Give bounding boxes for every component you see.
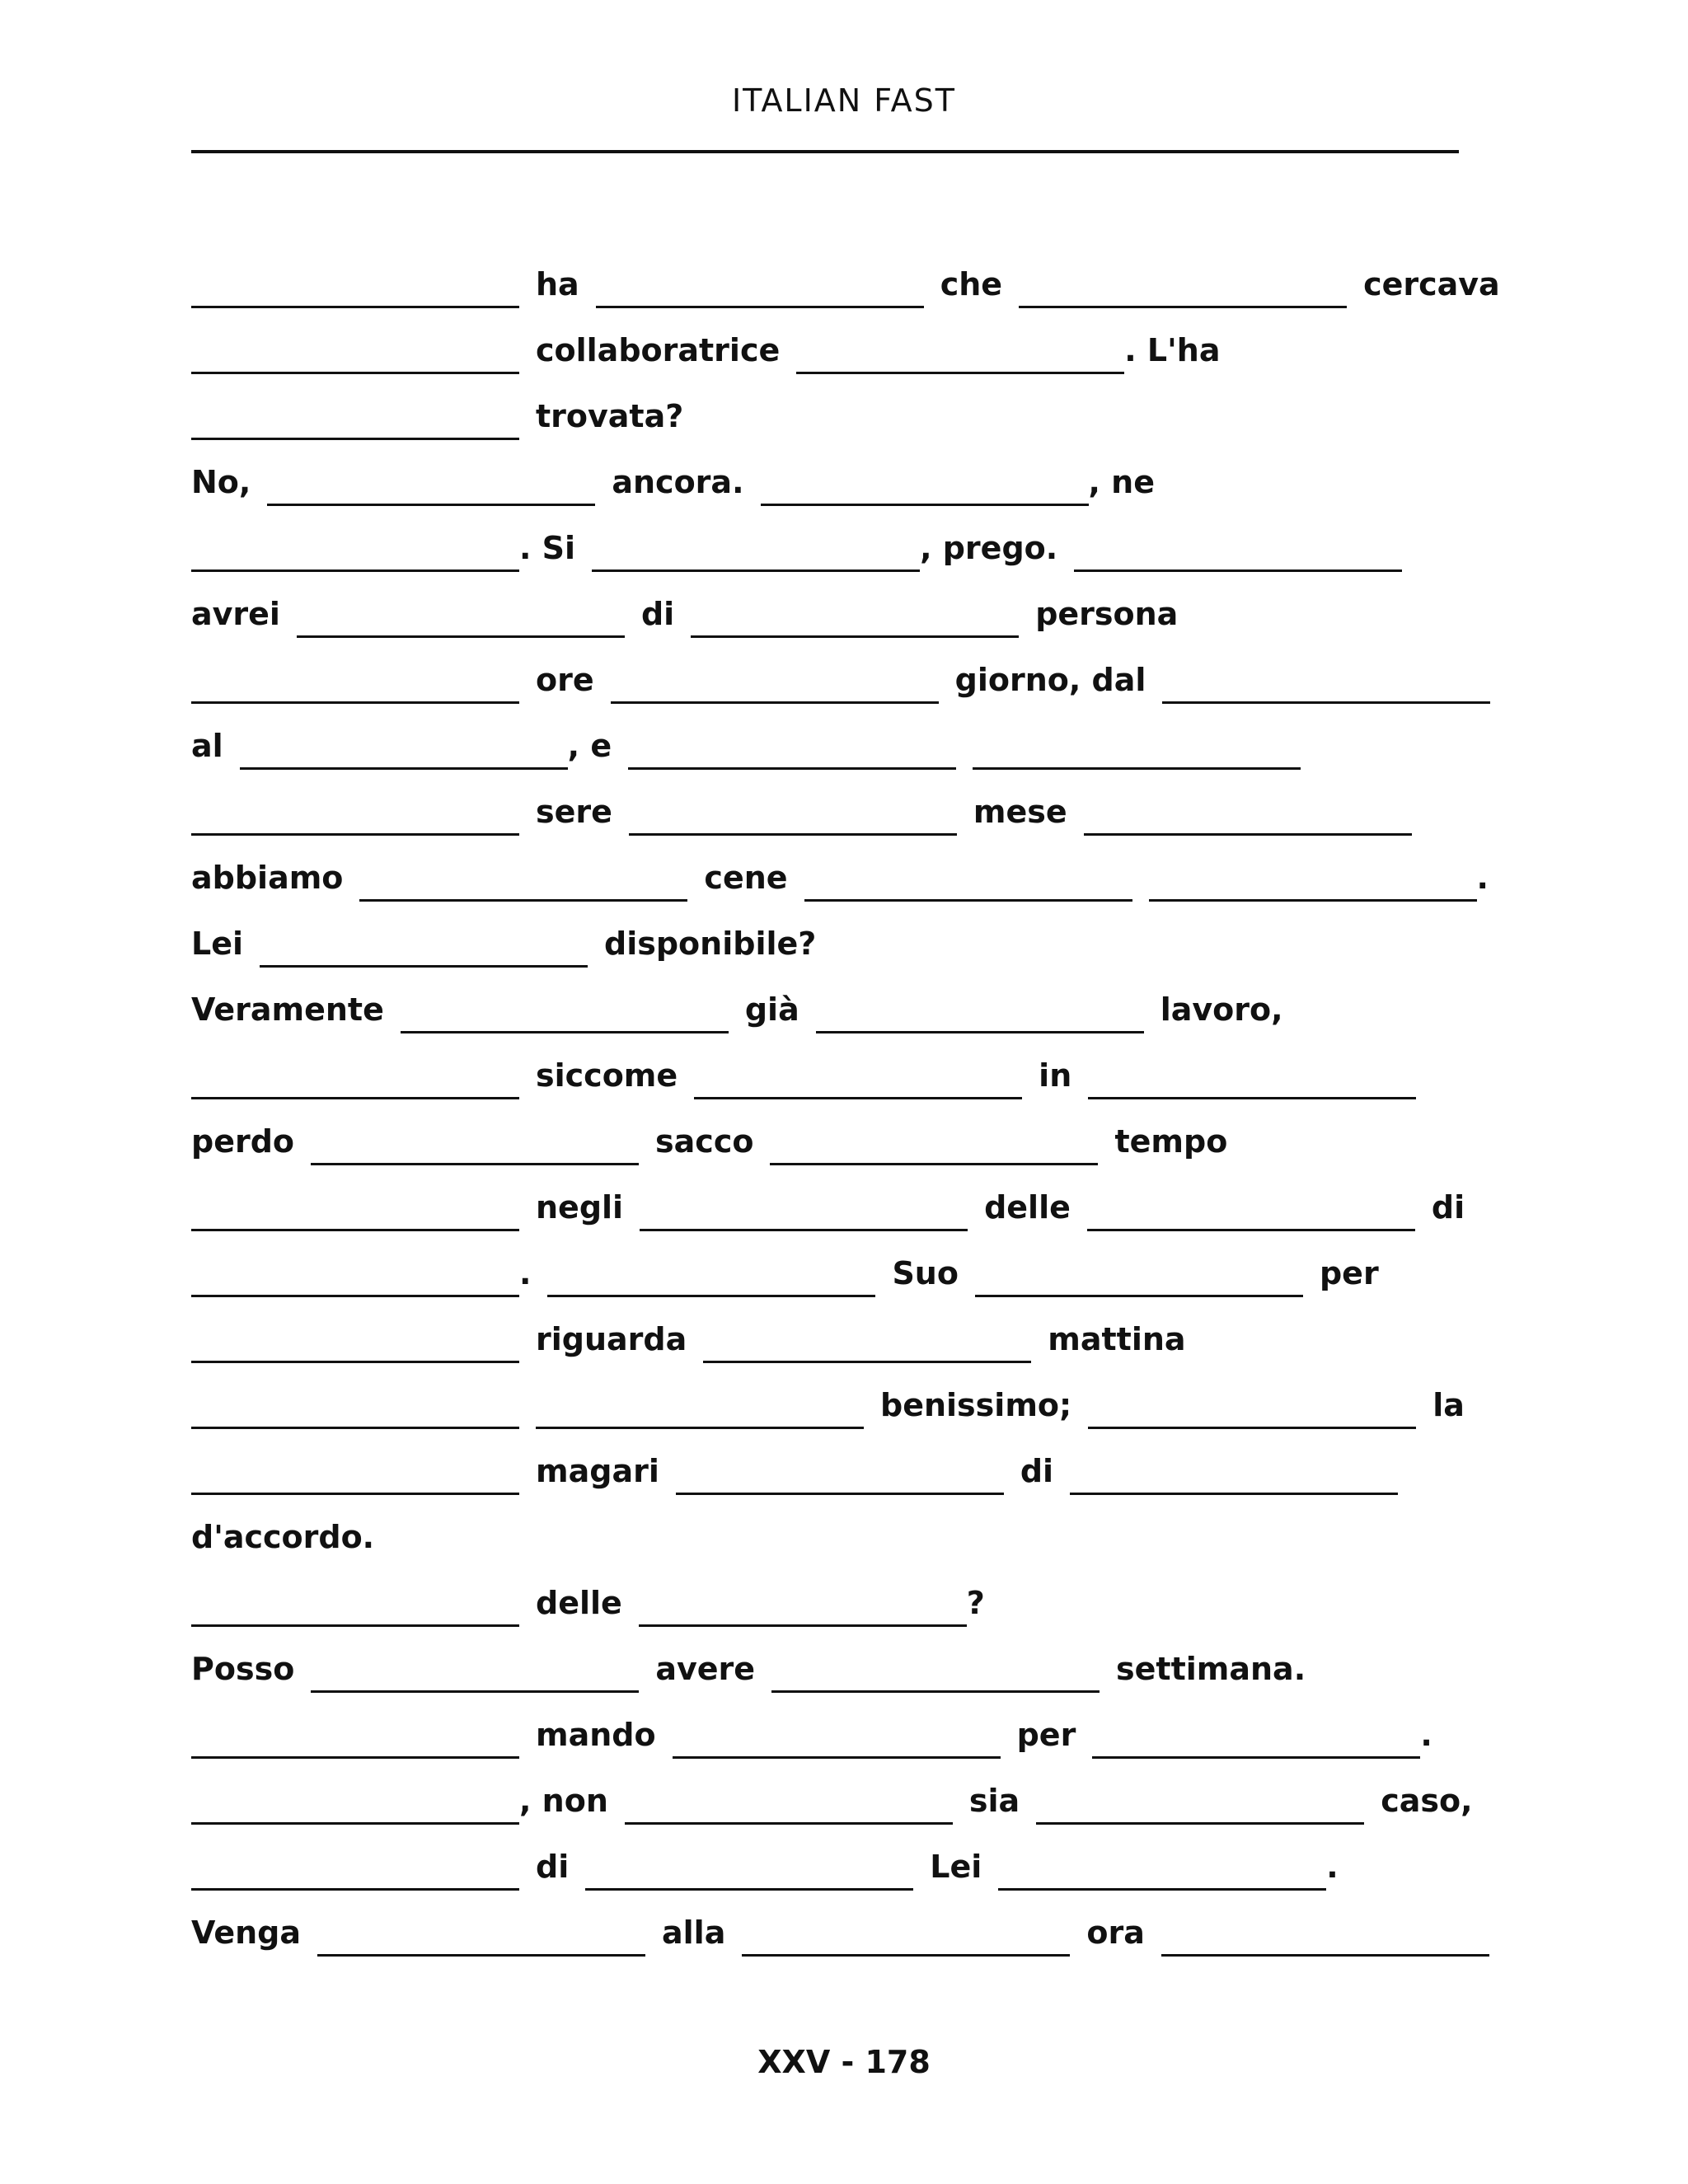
answer-blank[interactable] [628,767,956,770]
prompt-word: magari [536,1453,659,1489]
exercise-line [191,638,1493,704]
exercise-line [191,1363,1493,1429]
answer-blank[interactable] [1087,1229,1415,1231]
prompt-word: siccome [536,1057,678,1094]
answer-blank[interactable] [191,1624,519,1627]
answer-blank[interactable] [191,1295,519,1297]
answer-blank[interactable] [240,767,568,770]
answer-blank[interactable] [676,1493,1004,1495]
exercise-line [191,836,1493,902]
exercise-line [191,1297,1493,1363]
answer-blank[interactable] [191,1888,519,1891]
answer-blank[interactable] [317,1954,645,1957]
answer-blank[interactable] [191,306,519,308]
answer-blank[interactable] [1070,1493,1398,1495]
prompt-word: delle [984,1189,1071,1226]
prompt-word: , ne [1088,464,1156,500]
prompt-word: collaboratrice [536,332,781,368]
prompt-word: alla [662,1915,726,1951]
prompt-word: giorno, dal [954,662,1146,698]
answer-blank[interactable] [629,833,957,836]
prompt-word: riguarda [536,1321,687,1357]
answer-blank[interactable] [592,569,920,572]
answer-blank[interactable] [973,767,1301,770]
exercise-line [191,1165,1493,1231]
answer-blank[interactable] [191,1427,519,1429]
prompt-word: . L'ha [1124,332,1221,368]
answer-blank[interactable] [639,1624,967,1627]
prompt-word: mese [973,794,1067,830]
answer-blank[interactable] [1088,1427,1416,1429]
answer-blank[interactable] [536,1427,864,1429]
answer-blank[interactable] [1084,833,1412,836]
answer-blank[interactable] [311,1163,639,1165]
prompt-word: . Si [519,530,576,566]
prompt-word: sia [968,1783,1020,1819]
answer-blank[interactable] [1092,1756,1420,1759]
exercise-line [191,1891,1493,1957]
prompt-word: mando [536,1717,656,1753]
prompt-word: . [1476,860,1489,896]
prompt-word: avrei [191,596,280,632]
prompt-word: , prego. [920,530,1058,566]
answer-blank[interactable] [260,965,588,968]
answer-blank[interactable] [742,1954,1070,1957]
answer-blank[interactable] [1088,1097,1416,1099]
prompt-word: ancora. [612,464,744,500]
answer-blank[interactable] [771,1690,1100,1693]
exercise-line [191,374,1493,440]
answer-blank[interactable] [1019,306,1347,308]
answer-blank[interactable] [673,1756,1001,1759]
answer-blank[interactable] [804,899,1132,902]
exercise-line [191,1429,1493,1495]
answer-blank[interactable] [640,1229,968,1231]
answer-blank[interactable] [611,701,939,704]
exercise-line [191,968,1493,1033]
exercise-line [191,440,1493,506]
prompt-word: Posso [191,1651,295,1687]
prompt-word: ora [1086,1915,1145,1951]
prompt-word: Lei [930,1849,982,1885]
exercise-line [191,1099,1493,1165]
answer-blank[interactable] [998,1888,1326,1891]
answer-blank[interactable] [975,1295,1303,1297]
answer-blank[interactable] [311,1690,639,1693]
exercise-line [191,308,1493,374]
prompt-word: per [1016,1717,1076,1753]
prompt-word: che [940,266,1003,302]
answer-blank[interactable] [191,438,519,440]
exercise-line [191,770,1493,836]
exercise-line [191,704,1493,770]
exercise-line [191,1825,1493,1891]
exercise-line [191,1231,1493,1297]
prompt-word: perdo [191,1123,295,1160]
answer-blank[interactable] [191,1229,519,1231]
prompt-word: caso, [1381,1783,1473,1819]
prompt-word: . [519,1255,532,1291]
answer-blank[interactable] [191,701,519,704]
prompt-word: lavoro, [1160,991,1283,1028]
answer-blank[interactable] [547,1295,875,1297]
answer-blank[interactable] [585,1888,913,1891]
prompt-word: abbiamo [191,860,344,896]
prompt-word: disponibile? [604,926,817,962]
answer-blank[interactable] [1036,1822,1364,1825]
prompt-word: di [536,1849,570,1885]
exercise-line [191,1693,1493,1759]
answer-blank[interactable] [1149,899,1477,902]
answer-blank[interactable] [761,504,1089,506]
prompt-word: ore [536,662,594,698]
exercise-line [191,572,1493,638]
exercise-line [191,1759,1493,1825]
answer-blank[interactable] [1161,1954,1489,1957]
answer-blank[interactable] [1162,701,1490,704]
prompt-word: mattina [1048,1321,1186,1357]
prompt-word: per [1319,1255,1379,1291]
prompt-word: al [191,728,223,764]
exercise-line [191,242,1500,308]
prompt-word: delle [536,1585,622,1621]
prompt-word: benissimo; [880,1387,1072,1423]
prompt-word: , e [567,728,612,764]
exercise-line [191,1627,1493,1693]
prompt-word: . [1420,1717,1432,1753]
prompt-word: Suo [892,1255,959,1291]
prompt-word: di [640,596,675,632]
answer-blank[interactable] [1074,569,1402,572]
prompt-word: cene [704,860,788,896]
answer-blank[interactable] [191,833,519,836]
prompt-word: ? [966,1585,985,1621]
answer-blank[interactable] [297,635,625,638]
prompt-word: No, [191,464,251,500]
answer-blank[interactable] [267,504,595,506]
prompt-word: Venga [191,1915,301,1951]
prompt-word: . [1326,1849,1339,1885]
answer-blank[interactable] [816,1031,1144,1033]
answer-blank[interactable] [359,899,687,902]
answer-blank[interactable] [191,1097,519,1099]
answer-blank[interactable] [191,372,519,374]
prompt-word: negli [536,1189,624,1226]
prompt-word: Lei [191,926,244,962]
exercise-line [191,506,1493,572]
exercise-line [191,1495,1493,1561]
prompt-word: avere [655,1651,756,1687]
prompt-word: persona [1035,596,1179,632]
prompt-word: di [1020,1453,1054,1489]
answer-blank[interactable] [191,1361,519,1363]
prompt-word: sere [536,794,612,830]
title-divider [191,150,1459,153]
exercise-line [191,1033,1493,1099]
prompt-word: settimana. [1116,1651,1306,1687]
prompt-word: , non [519,1783,608,1819]
prompt-word: in [1039,1057,1072,1094]
prompt-word: cercava [1363,266,1500,302]
exercise-line [191,1561,1493,1627]
answer-blank[interactable] [191,1822,519,1825]
prompt-word: Veramente [191,991,384,1028]
prompt-word: sacco [655,1123,754,1160]
answer-blank[interactable] [596,306,924,308]
prompt-word: di [1431,1189,1465,1226]
answer-blank[interactable] [691,635,1019,638]
page-title: ITALIAN FAST [731,82,957,119]
page-number: XXV - 178 [757,2044,931,2080]
answer-blank[interactable] [770,1163,1098,1165]
prompt-word: tempo [1114,1123,1228,1160]
answer-blank[interactable] [191,569,519,572]
prompt-word: già [744,991,799,1028]
fill-in-exercise [191,242,1500,1957]
answer-blank[interactable] [625,1822,953,1825]
prompt-word: trovata? [536,398,684,434]
prompt-word: ha [536,266,579,302]
answer-blank[interactable] [191,1493,519,1495]
answer-blank[interactable] [796,372,1124,374]
answer-blank[interactable] [694,1097,1022,1099]
answer-blank[interactable] [401,1031,729,1033]
prompt-word: la [1432,1387,1465,1423]
answer-blank[interactable] [191,1756,519,1759]
answer-blank[interactable] [703,1361,1031,1363]
exercise-line [191,902,1493,968]
prompt-word: d'accordo. [191,1519,375,1555]
